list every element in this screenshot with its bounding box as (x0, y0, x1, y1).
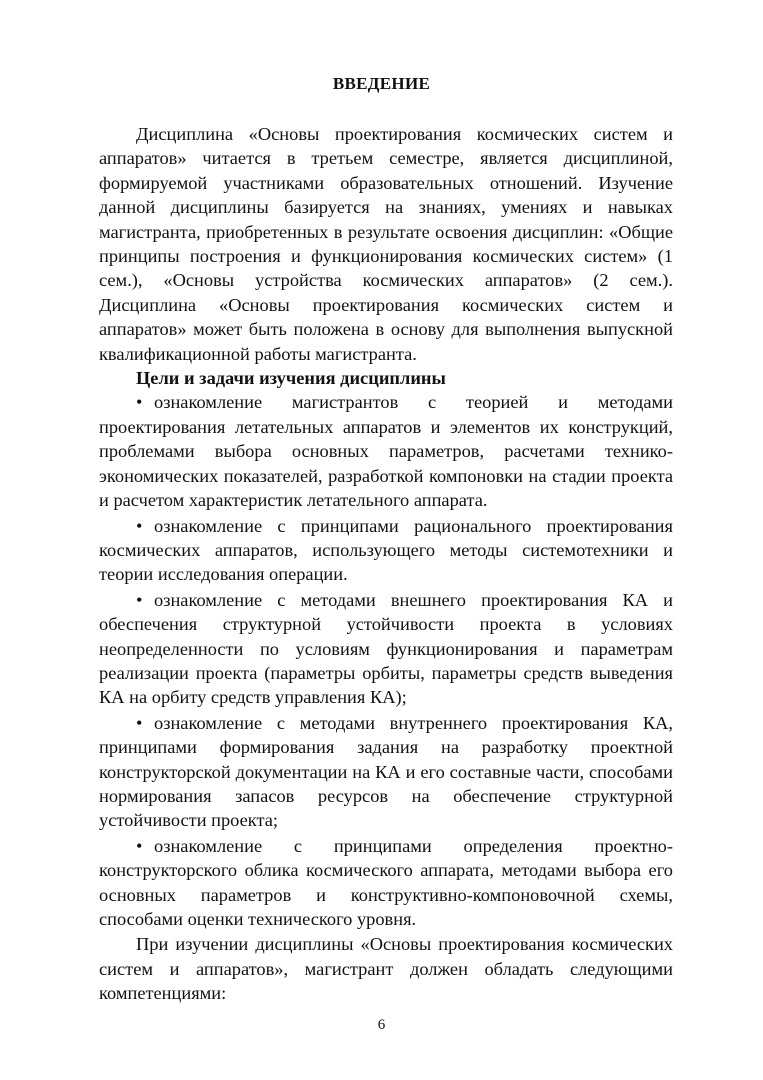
bullet-text: ознакомление магистрантов с теорией и методами проектирования летательных аппаратов и элементов их конструкций, проблемами выбора основных параметров, расчетами технико-экономических показателей, разработкой компоновки на стадии проекта и расчетом характеристик летательного аппарата. (99, 392, 673, 511)
bullet-text: ознакомление с методами внешнего проектирования КА и обеспечения структурной устойчивости проекта в условиях неопределенности по условиям функционирования и параметрам реализации проекта (параметры орбиты, параметры средств выведения КА на орбиту средств управления КА); (99, 589, 673, 708)
closing-paragraph: При изучении дисциплины «Основы проектирования космических систем и аппаратов», магистрант должен обладать следующими компетенциями: (99, 934, 673, 1004)
bullet-text: ознакомление с принципами определения проектно-конструкторского облика космического аппарата, методами выбора его основных параметров и конструктивно-компоновочной схемы, способами оценки технического уровня. (99, 835, 673, 929)
bullet-item-3 (99, 588, 673, 710)
bullet-icon: • (136, 712, 143, 733)
page-number: 6 (377, 1017, 386, 1033)
page-title: ВВЕДЕНИЕ (332, 74, 431, 93)
bullet-icon: • (136, 589, 143, 610)
bullet-item-4 (99, 711, 673, 833)
goals-heading: Цели и задачи изучения дисциплины (136, 368, 446, 389)
bullet-item-5 (99, 834, 673, 932)
bullet-icon: • (136, 835, 143, 856)
bullet-icon: • (136, 392, 143, 413)
bullet-item-1 (99, 390, 673, 512)
bullet-item-2 (99, 514, 673, 587)
bullet-text: ознакомление с принципами рационального проектирования космических аппаратов, использующего методы системотехники и теории исследования операции. (99, 515, 673, 585)
bullet-text: ознакомление с методами внутреннего проектирования КА, принципами формирования задания на разработку проектной конструкторской документации на КА и его составные части, способами нормирования запасов ресурсов на обеспечение структурной устойчивости проекта; (99, 712, 673, 831)
intro-paragraph: Дисциплина «Основы проектирования космических систем и аппаратов» читается в третьем семестре, является дисциплиной, формируемой участниками образовательных отношений. Изучение данной дисциплины базируется на знаниях, умениях и навыках магистранта, приобретенных в результате освоения дисциплин: «Общие принципы построения и функционирования космических систем» (1 сем.), «Основы устройства космических аппаратов» (2 сем.). Дисциплина «Основы проектирования космических систем и аппаратов» может быть положена в основу для выполнения выпускной квалификационной работы магистранта. (99, 124, 673, 364)
document-body (99, 122, 673, 1006)
bullet-icon: • (136, 515, 143, 536)
